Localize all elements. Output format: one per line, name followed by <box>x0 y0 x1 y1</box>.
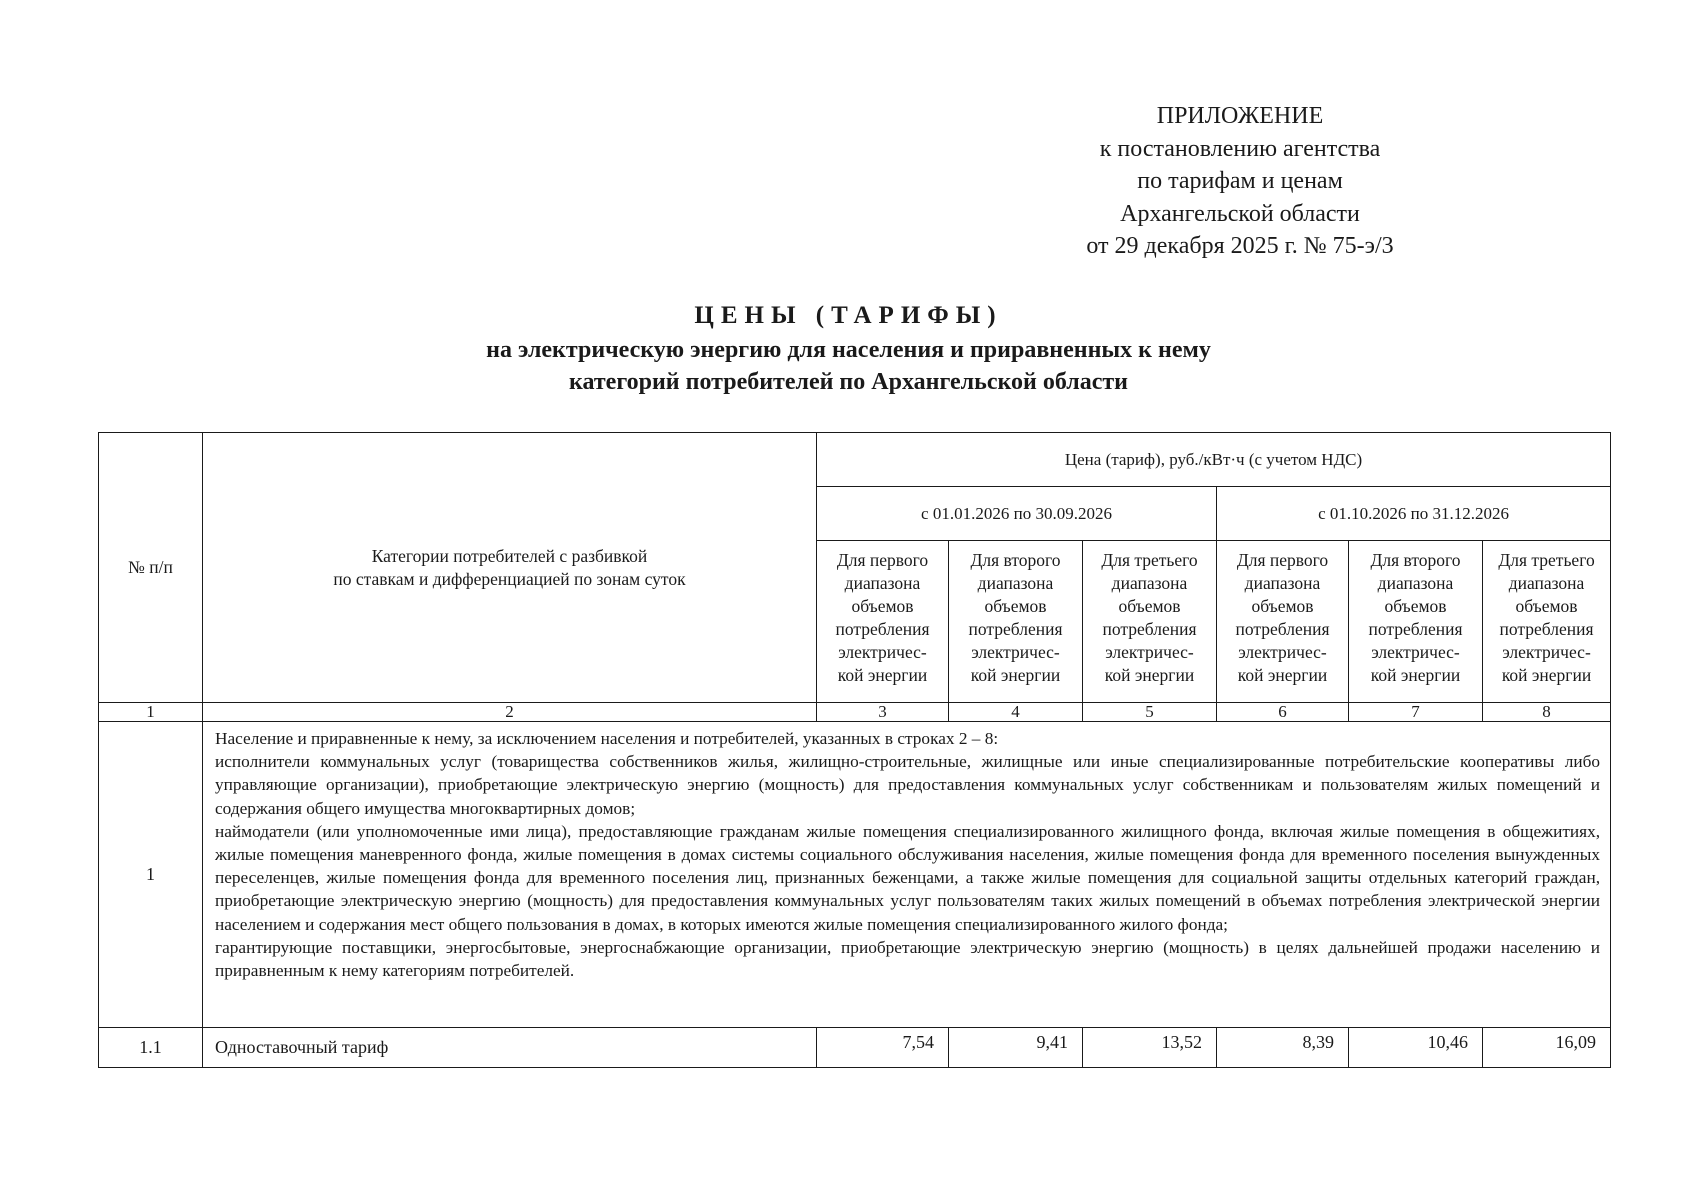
tariff-table <box>98 432 1611 1068</box>
appendix-line: Архангельской области <box>1120 200 1360 227</box>
title-main: ЦЕНЫ (ТАРИФЫ) <box>694 302 1003 329</box>
price-cell: 8,39 <box>1217 1028 1349 1068</box>
header-num: № п/п <box>99 433 203 703</box>
header-price: Цена (тариф), руб./кВт·ч (с учетом НДС) <box>817 433 1611 487</box>
price-cell: 10,46 <box>1349 1028 1483 1068</box>
header-range-first: Для первого диапазона объемов потребления электричес- кой энергии <box>817 541 949 703</box>
column-number: 1 <box>99 703 203 722</box>
title-subtitle-line2: категорий потребителей по Архангельской области <box>569 369 1128 395</box>
price-cell: 13,52 <box>1083 1028 1217 1068</box>
appendix-line: к постановлению агентства <box>1099 135 1381 162</box>
column-number: 3 <box>817 703 949 722</box>
appendix-date-number: от 29 декабря 2025 г. № 75-э/3 <box>1086 233 1394 259</box>
title-subtitle-line1: на электрическую энергию для населения и приравненных к нему <box>486 337 1211 363</box>
section-paragraph: гарантирующие поставщики, энергосбытовые, энергоснабжающие организации, приобретающие электрическую энергию (мощность) в целях дальнейшей продажи населению и приравненным к нему категориям потребителей. <box>215 937 1601 981</box>
table-row <box>99 1028 1611 1068</box>
section-row <box>99 722 1611 1028</box>
header-range-third: Для третьего диапазона объемов потребления электричес- кой энергии <box>1483 541 1611 703</box>
column-number-row <box>99 703 1611 722</box>
header-range-third: Для третьего диапазона объемов потребления электричес- кой энергии <box>1083 541 1217 703</box>
header-category-line1: Категории потребителей с разбивкой <box>371 545 648 566</box>
column-number: 4 <box>949 703 1083 722</box>
column-number: 7 <box>1349 703 1483 722</box>
appendix-line: по тарифам и ценам <box>1137 168 1343 194</box>
header-period-2: с 01.10.2026 по 31.12.2026 <box>1217 487 1611 541</box>
section-paragraph: наймодатели (или уполномоченные ими лица), предоставляющие гражданам жилые помещения специализированного жилищного фонда, включая жилые помещения в общежитиях, жилые помещения маневренного фонда, жилые помещения в домах системы социального обслуживания населения, жилые помещения фонда для временного поселения вынужденных переселенцев, жилые помещения фонда для временного поселения лиц, признанных беженцами, а также жилые помещения для социальной защиты отдельных категорий граждан, приобретающие электрическую энергию (мощность) для предоставления коммунальных услуг пользователям таких жилых помещений в объемах потребления электрической энергии населением и содержания мест общего пользования в домах, в которых имеются жилые помещения специализированного жилого фонда; <box>215 821 1601 934</box>
column-number: 2 <box>203 703 817 722</box>
price-cell: 16,09 <box>1483 1028 1611 1068</box>
section-description <box>203 722 1611 1028</box>
appendix-block <box>1000 100 1480 263</box>
appendix-heading: ПРИЛОЖЕНИЕ <box>1156 103 1324 129</box>
document-title <box>0 298 1697 398</box>
header-range-second: Для второго диапазона объемов потребления электричес- кой энергии <box>949 541 1083 703</box>
column-number: 5 <box>1083 703 1217 722</box>
header-row-price <box>99 433 1611 487</box>
row-num: 1.1 <box>99 1028 203 1068</box>
section-paragraph: исполнители коммунальных услуг (товарищества собственников жилья, жилищно-строительные, жилищные или иные специализированные потребительские кооперативы либо управляющие организации), приобретающие электрическую энергию (мощность) для предоставления коммунальных услуг собственникам и пользователям жилых помещений и содержания общего имущества многоквартирных домов; <box>215 752 1601 818</box>
row-category-name: Одноставочный тариф <box>203 1028 817 1068</box>
section-paragraph: Население и приравненные к нему, за исключением населения и потребителей, указанных в строках 2 – 8: <box>215 729 999 748</box>
header-category-line2: по ставкам и дифференциацией по зонам суток <box>333 568 686 589</box>
section-num: 1 <box>99 722 203 1028</box>
column-number: 6 <box>1217 703 1349 722</box>
column-number: 8 <box>1483 703 1611 722</box>
price-cell: 9,41 <box>949 1028 1083 1068</box>
header-period-1: с 01.01.2026 по 30.09.2026 <box>817 487 1217 541</box>
header-category <box>203 433 817 703</box>
price-cell: 7,54 <box>817 1028 949 1068</box>
header-range-first: Для первого диапазона объемов потребления электричес- кой энергии <box>1217 541 1349 703</box>
header-range-second: Для второго диапазона объемов потребления электричес- кой энергии <box>1349 541 1483 703</box>
